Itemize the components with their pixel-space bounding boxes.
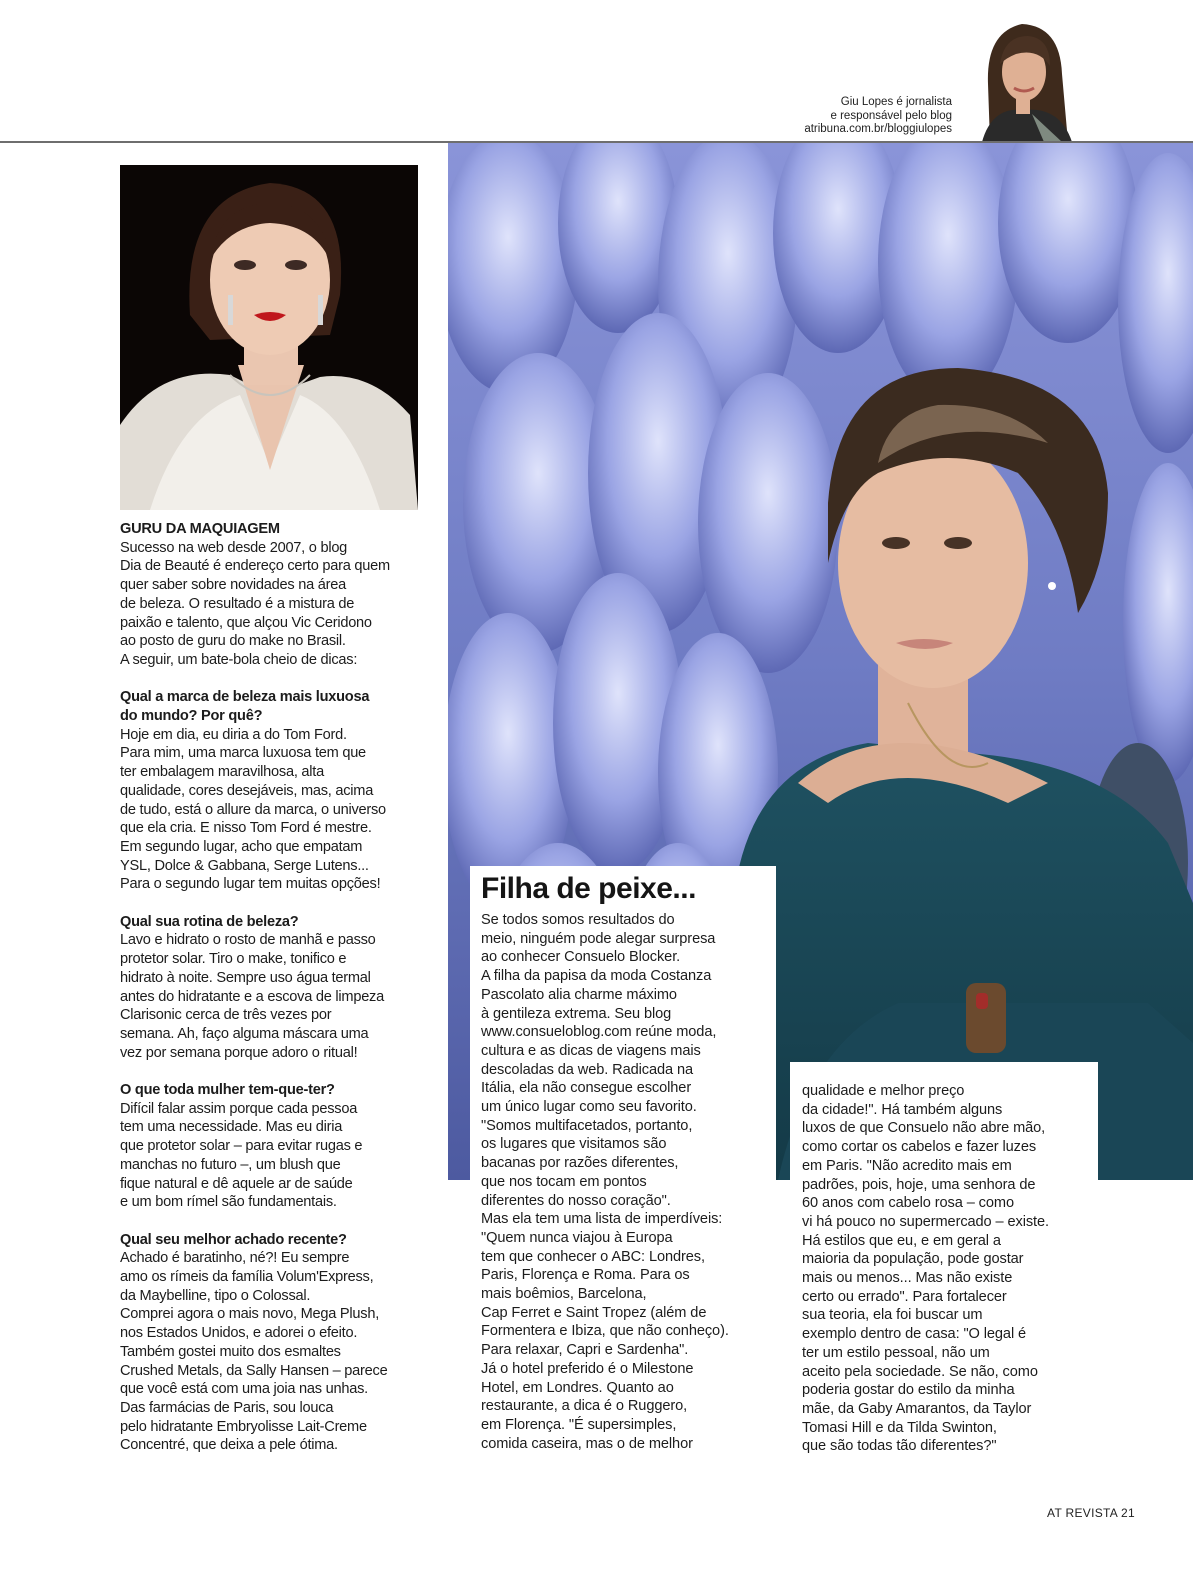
article-line: exemplo dentro de casa: "O legal é xyxy=(802,1326,1027,1343)
credit-line: Giu Lopes é jornalista xyxy=(840,96,952,108)
answer-line: qualidade, cores desejáveis, mas, acima xyxy=(120,782,374,799)
article-line: maioria da população, pode gostar xyxy=(802,1251,1024,1268)
answer-line: Concentré, que deixa a pele ótima. xyxy=(120,1437,338,1454)
sidebar-column xyxy=(120,520,430,1455)
answer-line: Crushed Metals, da Sally Hansen – parece xyxy=(120,1362,388,1379)
article-line: Mas ela tem uma lista de imperdíveis: xyxy=(481,1211,723,1228)
answer-line: Lavo e hidrato o rosto de manhã e passo xyxy=(120,932,376,949)
article-line: luxos de que Consuelo não abre mão, xyxy=(802,1120,1046,1137)
article-line: como cortar os cabelos e fazer luzes xyxy=(802,1139,1037,1156)
answer-line: que você está com uma joia nas unhas. xyxy=(120,1381,368,1398)
article-line: A filha da papisa da moda Costanza xyxy=(481,968,712,985)
article-column-1 xyxy=(481,911,771,1453)
answer-line: Em segundo lugar, acho que empatam xyxy=(120,838,363,855)
answer-line: hidrato à noite. Sempre uso água termal xyxy=(120,969,371,986)
article-line: certo ou errado". Para fortalecer xyxy=(802,1288,1007,1305)
author-credit xyxy=(692,96,952,137)
answer-line: manchas no futuro –, um blush que xyxy=(120,1156,341,1173)
article-line: Já o hotel preferido é o Milestone xyxy=(481,1360,694,1377)
answer-line: semana. Ah, faço alguma máscara uma xyxy=(120,1025,369,1042)
article-line: padrões, pois, hoje, uma senhora de xyxy=(802,1176,1036,1193)
article-line: os lugares que visitamos são xyxy=(481,1136,667,1153)
answer-line: ter embalagem maravilhosa, alta xyxy=(120,764,324,781)
article-title: Filha de peixe... xyxy=(481,872,696,905)
answer-line: tem uma necessidade. Mas eu diria xyxy=(120,1119,343,1136)
article-line: www.consueloblog.com reúne moda, xyxy=(481,1024,717,1041)
intro-line: quer saber sobre novidades na área xyxy=(120,577,346,594)
article-line: em Paris. "Não acredito mais em xyxy=(802,1157,1012,1174)
article-line: tem que conhecer o ABC: Londres, xyxy=(481,1248,705,1265)
answer-line: vez por semana porque adoro o ritual! xyxy=(120,1044,358,1061)
article-line: aceito pela sociedade. Se não, como xyxy=(802,1363,1038,1380)
article-line: Hotel, em Londres. Quanto ao xyxy=(481,1379,674,1396)
answer-line: Clarisonic cerca de três vezes por xyxy=(120,1007,332,1024)
article-line: Pascolato alia charme máximo xyxy=(481,986,677,1003)
article-line: ter um estilo pessoal, não um xyxy=(802,1344,990,1361)
article-line: Paris, Florença e Roma. Para os xyxy=(481,1267,690,1284)
article-line: que nos tocam em pontos xyxy=(481,1173,647,1190)
article-line: um único lugar como seu favorito. xyxy=(481,1099,697,1116)
answer-line: Difícil falar assim porque cada pessoa xyxy=(120,1100,358,1117)
intro-line: ao posto de guru do make no Brasil. xyxy=(120,633,346,650)
article-line: à gentileza extrema. Seu blog xyxy=(481,1005,672,1022)
article-line: Para relaxar, Capri e Sardenha". xyxy=(481,1342,689,1359)
answer-line: Comprei agora o mais novo, Mega Plush, xyxy=(120,1306,379,1323)
article-line: bacanas por razões diferentes, xyxy=(481,1155,679,1172)
intro-line: Sucesso na web desde 2007, o blog xyxy=(120,539,348,556)
intro-line: Dia de Beauté é endereço certo para quem xyxy=(120,558,390,575)
article-line: em Florença. "É supersimples, xyxy=(481,1416,677,1433)
question: do mundo? Por quê? xyxy=(120,708,263,725)
question: O que toda mulher tem-que-ter? xyxy=(120,1082,335,1099)
page-number: 21 xyxy=(1121,1506,1135,1520)
answer-line: Achado é baratinho, né?! Eu sempre xyxy=(120,1250,350,1267)
credit-line: e responsável pelo blog xyxy=(830,109,952,122)
answer-line: YSL, Dolce & Gabbana, Serge Lutens... xyxy=(120,857,369,874)
author-photo xyxy=(962,14,1078,142)
answer-line: nos Estados Unidos, e adorei o efeito. xyxy=(120,1325,358,1342)
article-line: Formentera e Ibiza, que não conheço). xyxy=(481,1323,729,1340)
article-line: Se todos somos resultados do xyxy=(481,912,675,928)
article-line: mais boêmios, Barcelona, xyxy=(481,1286,647,1303)
answer-line: Hoje em dia, eu diria a do Tom Ford. xyxy=(120,726,347,743)
article-line: diferentes do nosso coração". xyxy=(481,1192,671,1209)
article-line: Itália, ela não consegue escolher xyxy=(481,1080,692,1097)
makeup-guru-photo xyxy=(120,165,418,510)
article-line: 60 anos com cabelo rosa – como xyxy=(802,1195,1014,1212)
article-line: ao conhecer Consuelo Blocker. xyxy=(481,949,681,966)
answer-line: Das farmácias de Paris, sou louca xyxy=(120,1399,334,1416)
article-line: sua teoria, ela foi buscar um xyxy=(802,1307,983,1324)
article-line: Há estilos que eu, e em geral a xyxy=(802,1232,1001,1249)
answer-line: Também gostei muito dos esmaltes xyxy=(120,1343,341,1360)
answer-line: que ela cria. E nisso Tom Ford é mestre. xyxy=(120,820,372,837)
article-line: poderia gostar do estilo da minha xyxy=(802,1382,1015,1399)
article-line: mais ou menos... Mas não existe xyxy=(802,1270,1013,1287)
article-line: Cap Ferret e Saint Tropez (além de xyxy=(481,1304,707,1321)
article-line: Tomasi Hill e da Tilda Swinton, xyxy=(802,1419,997,1436)
answer-line: Para mim, uma marca luxuosa tem que xyxy=(120,745,366,762)
answer-line: da Maybelline, tipo o Colossal. xyxy=(120,1287,311,1304)
intro-line: de beleza. O resultado é a mistura de xyxy=(120,595,355,612)
article-line: "Somos multifacetados, portanto, xyxy=(481,1117,693,1134)
article-column-2 xyxy=(802,1082,1092,1456)
question: Qual sua rotina de beleza? xyxy=(120,913,299,930)
answer-line: pelo hidratante Embryolisse Lait-Creme xyxy=(120,1418,367,1435)
sidebar-heading: GURU DA MAQUIAGEM xyxy=(120,521,280,537)
intro-line: A seguir, um bate-bola cheio de dicas: xyxy=(120,651,358,668)
article-line: da cidade!". Há também alguns xyxy=(802,1101,1003,1118)
article-line: descoladas da web. Radicada na xyxy=(481,1061,694,1078)
question: Qual seu melhor achado recente? xyxy=(120,1231,347,1248)
answer-line: que protetor solar – para evitar rugas e xyxy=(120,1138,363,1155)
article-line: cultura e as dicas de viagens mais xyxy=(481,1042,701,1059)
answer-line: e um bom rímel são fundamentais. xyxy=(120,1194,337,1211)
article-line: qualidade e melhor preço xyxy=(802,1083,965,1099)
article-line: comida caseira, mas o de melhor xyxy=(481,1435,693,1452)
answer-line: de tudo, está o allure da marca, o universo xyxy=(120,801,386,818)
magazine-name: AT REVISTA xyxy=(1047,1506,1118,1520)
page-footer xyxy=(1047,1506,1135,1520)
intro-line: paixão e talento, que alçou Vic Ceridono xyxy=(120,614,372,631)
article-line: meio, ninguém pode alegar surpresa xyxy=(481,930,716,947)
answer-line: Para o segundo lugar tem muitas opções! xyxy=(120,876,381,893)
article-line: mãe, da Gaby Amarantos, da Taylor xyxy=(802,1400,1032,1417)
answer-line: amo os rímeis da família Volum'Express, xyxy=(120,1269,374,1286)
answer-line: protetor solar. Tiro o make, tonifico e xyxy=(120,951,347,968)
answer-line: antes do hidratante e a escova de limpeza xyxy=(120,988,384,1005)
article-line: "Quem nunca viajou à Europa xyxy=(481,1229,673,1246)
article-line: que são todas tão diferentes?" xyxy=(802,1438,997,1455)
question: Qual a marca de beleza mais luxuosa xyxy=(120,689,370,706)
article-line: vi há pouco no supermercado – existe. xyxy=(802,1213,1049,1230)
credit-line: atribuna.com.br/bloggiulopes xyxy=(804,123,952,135)
answer-line: fique natural e dê aquele ar de saúde xyxy=(120,1175,353,1192)
article-line: restaurante, a dica é o Ruggero, xyxy=(481,1398,688,1415)
